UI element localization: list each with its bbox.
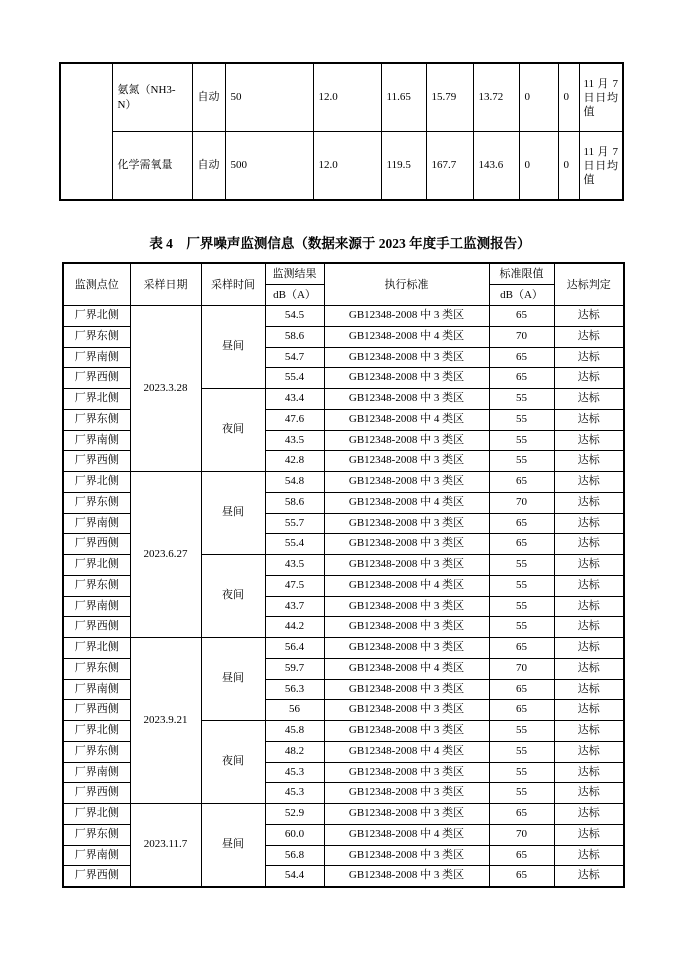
result-cell: 55.4 xyxy=(265,534,324,555)
point-cell: 厂界东侧 xyxy=(63,658,130,679)
limit-cell: 65 xyxy=(489,804,554,825)
standard-cell: GB12348-2008 中 3 类区 xyxy=(324,306,489,327)
result-cell: 48.2 xyxy=(265,741,324,762)
limit-cell: 55 xyxy=(489,389,554,410)
limit-cell: 65 xyxy=(489,513,554,534)
judge-cell: 达标 xyxy=(554,513,624,534)
continuation-cell: 自动 xyxy=(192,63,225,132)
point-cell: 厂界北侧 xyxy=(63,638,130,659)
point-cell: 厂界西侧 xyxy=(63,866,130,887)
judge-cell: 达标 xyxy=(554,700,624,721)
standard-cell: GB12348-2008 中 3 类区 xyxy=(324,638,489,659)
judge-cell: 达标 xyxy=(554,741,624,762)
time-cell: 昼间 xyxy=(201,306,265,389)
result-cell: 45.8 xyxy=(265,721,324,742)
judge-cell: 达标 xyxy=(554,347,624,368)
limit-cell: 55 xyxy=(489,555,554,576)
point-cell: 厂界北侧 xyxy=(63,555,130,576)
standard-cell: GB12348-2008 中 3 类区 xyxy=(324,472,489,493)
header-limit: 标准限值 xyxy=(489,263,554,285)
time-cell: 夜间 xyxy=(201,555,265,638)
result-cell: 42.8 xyxy=(265,451,324,472)
noise-table-row xyxy=(63,306,624,327)
judge-cell: 达标 xyxy=(554,596,624,617)
header-point: 监测点位 xyxy=(63,263,130,306)
limit-cell: 65 xyxy=(489,347,554,368)
standard-cell: GB12348-2008 中 3 类区 xyxy=(324,762,489,783)
noise-table-row xyxy=(63,804,624,825)
point-cell: 厂界东侧 xyxy=(63,824,130,845)
point-cell: 厂界东侧 xyxy=(63,741,130,762)
noise-table-row xyxy=(63,472,624,493)
limit-cell: 70 xyxy=(489,824,554,845)
continuation-cell: 11 月 7 日日均值 xyxy=(579,132,623,201)
standard-cell: GB12348-2008 中 3 类区 xyxy=(324,866,489,887)
continuation-cell: 50 xyxy=(225,63,313,132)
judge-cell: 达标 xyxy=(554,658,624,679)
standard-cell: GB12348-2008 中 3 类区 xyxy=(324,513,489,534)
time-cell: 昼间 xyxy=(201,472,265,555)
point-cell: 厂界西侧 xyxy=(63,783,130,804)
result-cell: 56.3 xyxy=(265,679,324,700)
standard-cell: GB12348-2008 中 3 类区 xyxy=(324,389,489,410)
result-cell: 43.5 xyxy=(265,555,324,576)
continuation-cell: 11 月 7 日日均值 xyxy=(579,63,623,132)
point-cell: 厂界西侧 xyxy=(63,368,130,389)
standard-cell: GB12348-2008 中 3 类区 xyxy=(324,700,489,721)
judge-cell: 达标 xyxy=(554,326,624,347)
point-cell: 厂界西侧 xyxy=(63,534,130,555)
point-cell: 厂界北侧 xyxy=(63,721,130,742)
result-cell: 45.3 xyxy=(265,783,324,804)
date-cell: 2023.3.28 xyxy=(130,306,201,472)
continuation-cell: 0 xyxy=(558,63,579,132)
point-cell: 厂界北侧 xyxy=(63,306,130,327)
judge-cell: 达标 xyxy=(554,451,624,472)
point-cell: 厂界南侧 xyxy=(63,596,130,617)
result-cell: 60.0 xyxy=(265,824,324,845)
standard-cell: GB12348-2008 中 3 类区 xyxy=(324,451,489,472)
limit-cell: 65 xyxy=(489,306,554,327)
judge-cell: 达标 xyxy=(554,845,624,866)
limit-cell: 55 xyxy=(489,451,554,472)
date-cell: 2023.9.21 xyxy=(130,638,201,804)
result-cell: 56 xyxy=(265,700,324,721)
point-cell: 厂界东侧 xyxy=(63,326,130,347)
result-cell: 59.7 xyxy=(265,658,324,679)
limit-cell: 55 xyxy=(489,596,554,617)
point-cell: 厂界东侧 xyxy=(63,492,130,513)
limit-cell: 70 xyxy=(489,658,554,679)
continuation-cell: 13.72 xyxy=(473,63,519,132)
standard-cell: GB12348-2008 中 3 类区 xyxy=(324,347,489,368)
header-limit-unit: dB（A） xyxy=(489,285,554,306)
point-cell: 厂界南侧 xyxy=(63,762,130,783)
result-cell: 43.4 xyxy=(265,389,324,410)
standard-cell: GB12348-2008 中 3 类区 xyxy=(324,368,489,389)
noise-table xyxy=(62,262,625,888)
judge-cell: 达标 xyxy=(554,555,624,576)
limit-cell: 70 xyxy=(489,492,554,513)
point-cell: 厂界北侧 xyxy=(63,389,130,410)
judge-cell: 达标 xyxy=(554,409,624,430)
limit-cell: 65 xyxy=(489,679,554,700)
judge-cell: 达标 xyxy=(554,306,624,327)
point-cell: 厂界西侧 xyxy=(63,617,130,638)
limit-cell: 65 xyxy=(489,700,554,721)
point-cell: 厂界东侧 xyxy=(63,575,130,596)
result-cell: 52.9 xyxy=(265,804,324,825)
continuation-cell: 167.7 xyxy=(426,132,473,201)
judge-cell: 达标 xyxy=(554,762,624,783)
limit-cell: 55 xyxy=(489,617,554,638)
standard-cell: GB12348-2008 中 4 类区 xyxy=(324,492,489,513)
standard-cell: GB12348-2008 中 3 类区 xyxy=(324,534,489,555)
noise-table-body xyxy=(63,306,624,888)
result-cell: 56.4 xyxy=(265,638,324,659)
limit-cell: 55 xyxy=(489,409,554,430)
standard-cell: GB12348-2008 中 4 类区 xyxy=(324,326,489,347)
limit-cell: 65 xyxy=(489,472,554,493)
continuation-cell: 自动 xyxy=(192,132,225,201)
point-cell: 厂界北侧 xyxy=(63,472,130,493)
continuation-cell: 12.0 xyxy=(313,63,381,132)
header-standard: 执行标准 xyxy=(324,263,489,306)
result-cell: 44.2 xyxy=(265,617,324,638)
standard-cell: GB12348-2008 中 3 类区 xyxy=(324,845,489,866)
limit-cell: 65 xyxy=(489,638,554,659)
standard-cell: GB12348-2008 中 4 类区 xyxy=(324,824,489,845)
continuation-table-body xyxy=(60,63,623,200)
judge-cell: 达标 xyxy=(554,617,624,638)
time-cell: 昼间 xyxy=(201,638,265,721)
judge-cell: 达标 xyxy=(554,492,624,513)
limit-cell: 65 xyxy=(489,534,554,555)
judge-cell: 达标 xyxy=(554,472,624,493)
result-cell: 58.6 xyxy=(265,492,324,513)
header-judge: 达标判定 xyxy=(554,263,624,306)
limit-cell: 55 xyxy=(489,762,554,783)
judge-cell: 达标 xyxy=(554,430,624,451)
limit-cell: 55 xyxy=(489,741,554,762)
result-cell: 55.7 xyxy=(265,513,324,534)
noise-table-caption: 表 4 厂界噪声监测信息（数据来源于 2023 年度手工监测报告） xyxy=(149,236,531,251)
result-cell: 45.3 xyxy=(265,762,324,783)
point-cell: 厂界南侧 xyxy=(63,430,130,451)
continuation-cell: 500 xyxy=(225,132,313,201)
result-cell: 47.5 xyxy=(265,575,324,596)
standard-cell: GB12348-2008 中 3 类区 xyxy=(324,555,489,576)
result-cell: 43.7 xyxy=(265,596,324,617)
result-cell: 56.8 xyxy=(265,845,324,866)
continuation-cell: 12.0 xyxy=(313,132,381,201)
standard-cell: GB12348-2008 中 3 类区 xyxy=(324,596,489,617)
header-result: 监测结果 xyxy=(265,263,324,285)
standard-cell: GB12348-2008 中 3 类区 xyxy=(324,783,489,804)
point-cell: 厂界西侧 xyxy=(63,700,130,721)
continuation-cell: 化学需氧量 xyxy=(112,132,192,201)
header-date: 采样日期 xyxy=(130,263,201,306)
continuation-cell: 0 xyxy=(558,132,579,201)
standard-cell: GB12348-2008 中 4 类区 xyxy=(324,658,489,679)
point-cell: 厂界南侧 xyxy=(63,679,130,700)
point-cell: 厂界北侧 xyxy=(63,804,130,825)
continuation-table xyxy=(59,62,624,201)
judge-cell: 达标 xyxy=(554,534,624,555)
header-time: 采样时间 xyxy=(201,263,265,306)
date-cell: 2023.11.7 xyxy=(130,804,201,888)
standard-cell: GB12348-2008 中 4 类区 xyxy=(324,575,489,596)
point-cell: 厂界东侧 xyxy=(63,409,130,430)
continuation-cell: 15.79 xyxy=(426,63,473,132)
judge-cell: 达标 xyxy=(554,804,624,825)
noise-table-header xyxy=(63,263,624,306)
standard-cell: GB12348-2008 中 3 类区 xyxy=(324,679,489,700)
limit-cell: 65 xyxy=(489,845,554,866)
standard-cell: GB12348-2008 中 3 类区 xyxy=(324,721,489,742)
continuation-row xyxy=(60,63,623,132)
limit-cell: 55 xyxy=(489,575,554,596)
result-cell: 54.5 xyxy=(265,306,324,327)
result-cell: 54.4 xyxy=(265,866,324,887)
judge-cell: 达标 xyxy=(554,783,624,804)
standard-cell: GB12348-2008 中 3 类区 xyxy=(324,617,489,638)
continuation-row xyxy=(60,132,623,201)
result-cell: 47.6 xyxy=(265,409,324,430)
result-cell: 54.8 xyxy=(265,472,324,493)
standard-cell: GB12348-2008 中 3 类区 xyxy=(324,804,489,825)
time-cell: 夜间 xyxy=(201,389,265,472)
judge-cell: 达标 xyxy=(554,638,624,659)
time-cell: 夜间 xyxy=(201,721,265,804)
result-cell: 58.6 xyxy=(265,326,324,347)
continuation-cell: 0 xyxy=(519,132,558,201)
limit-cell: 55 xyxy=(489,721,554,742)
result-cell: 54.7 xyxy=(265,347,324,368)
standard-cell: GB12348-2008 中 3 类区 xyxy=(324,430,489,451)
judge-cell: 达标 xyxy=(554,679,624,700)
standard-cell: GB12348-2008 中 4 类区 xyxy=(324,409,489,430)
point-cell: 厂界西侧 xyxy=(63,451,130,472)
noise-table-row xyxy=(63,638,624,659)
result-cell: 43.5 xyxy=(265,430,324,451)
limit-cell: 70 xyxy=(489,326,554,347)
judge-cell: 达标 xyxy=(554,389,624,410)
limit-cell: 55 xyxy=(489,430,554,451)
judge-cell: 达标 xyxy=(554,721,624,742)
continuation-cell: 0 xyxy=(519,63,558,132)
continuation-cell: 143.6 xyxy=(473,132,519,201)
limit-cell: 65 xyxy=(489,368,554,389)
point-cell: 厂界南侧 xyxy=(63,513,130,534)
judge-cell: 达标 xyxy=(554,575,624,596)
judge-cell: 达标 xyxy=(554,368,624,389)
standard-cell: GB12348-2008 中 4 类区 xyxy=(324,741,489,762)
judge-cell: 达标 xyxy=(554,824,624,845)
judge-cell: 达标 xyxy=(554,866,624,887)
result-cell: 55.4 xyxy=(265,368,324,389)
header-result-unit: dB（A） xyxy=(265,285,324,306)
limit-cell: 65 xyxy=(489,866,554,887)
continuation-cell: 氨氮（NH3-N） xyxy=(112,63,192,132)
continuation-cell: 11.65 xyxy=(381,63,426,132)
continuation-lead-cell xyxy=(60,63,112,200)
limit-cell: 55 xyxy=(489,783,554,804)
point-cell: 厂界南侧 xyxy=(63,845,130,866)
continuation-cell: 119.5 xyxy=(381,132,426,201)
date-cell: 2023.6.27 xyxy=(130,472,201,638)
point-cell: 厂界南侧 xyxy=(63,347,130,368)
time-cell: 昼间 xyxy=(201,804,265,888)
